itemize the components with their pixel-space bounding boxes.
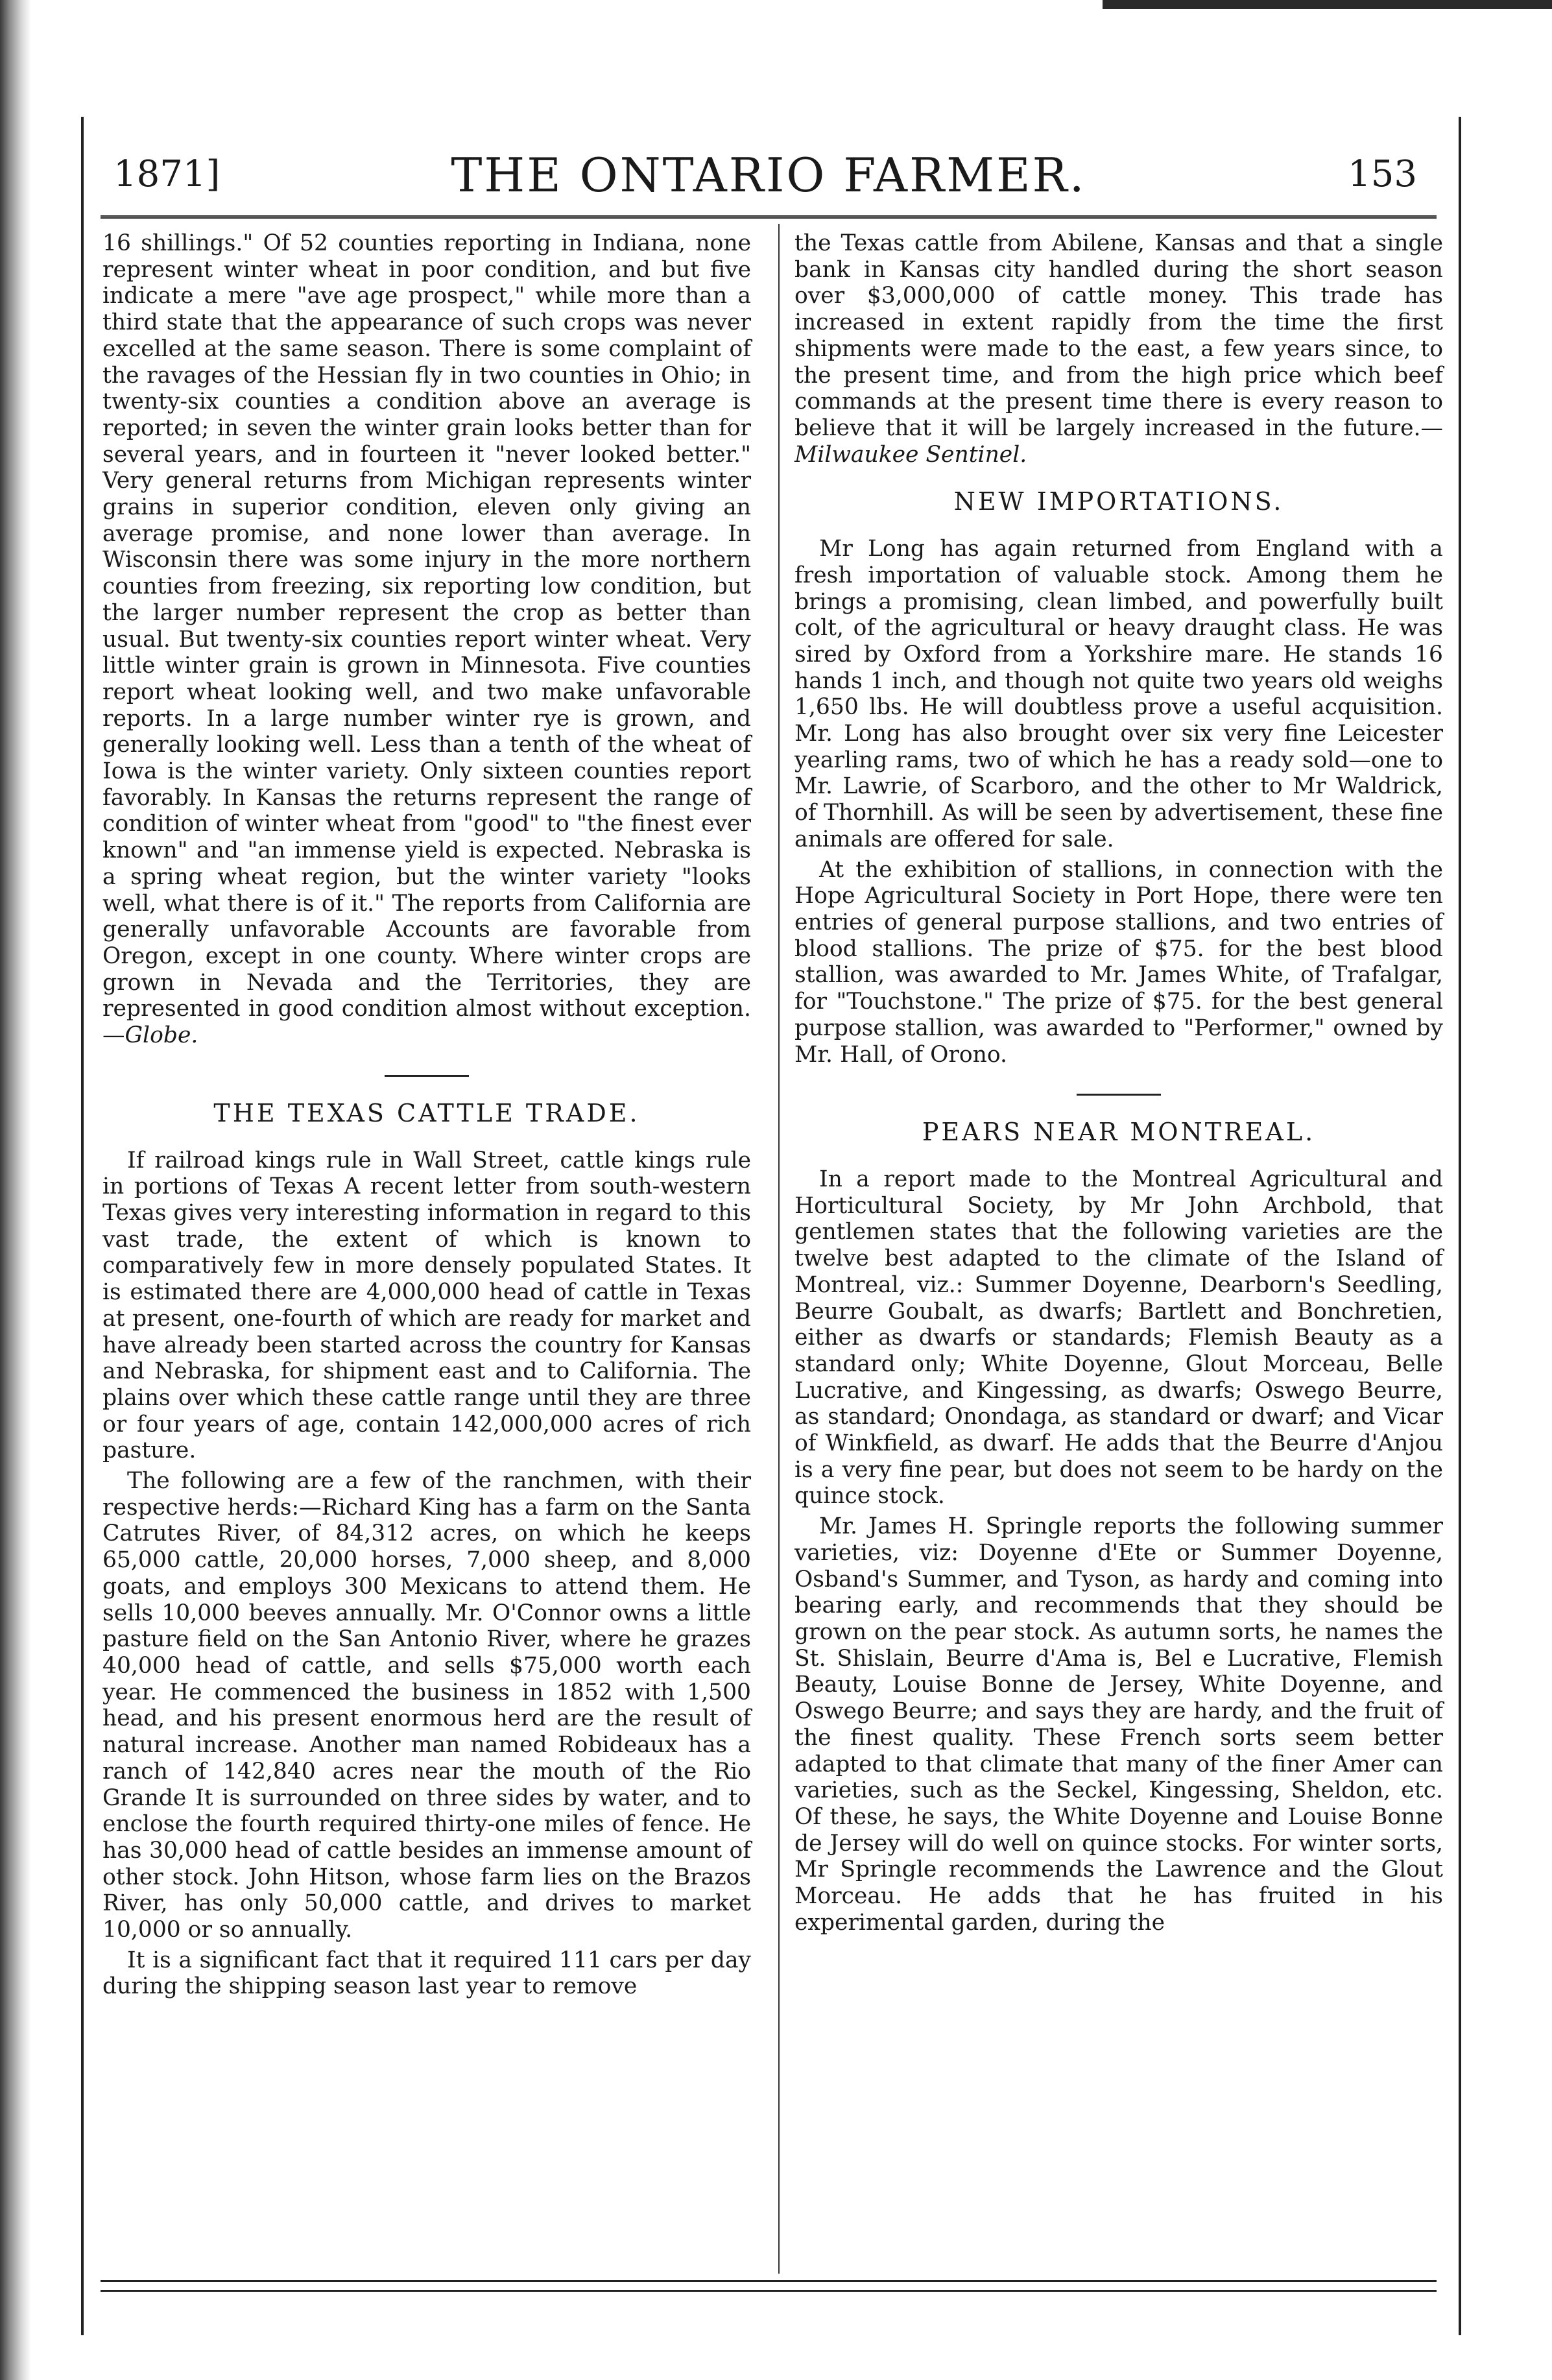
section-divider (385, 1075, 469, 1077)
texas-continuation-paragraph (794, 230, 1443, 468)
pears-paragraph-2: Mr. James H. Springle reports the following summer varieties, viz: Doyenne d'Ete or Summer Doyenne, Osband's Summer, and Tyson, as hardy and coming into bearing early, and recommends that they should be grown on the pear stock. As autumn sorts, he names the St. Shislain, Beurre d'Ama is, Bel e Lucrative, Flemish Beauty, Louise Bonne de Jersey, White Doyenne, and Oswego Beurre; and says they are hardy, and the fruit of the finest quality. These French sorts seem better adapted to that climate that many of the finer Amer can varieties, such as the Seckel, Kingessing, Sheldon, etc. Of these, he says, the White Doyenne and Louise Bonne de Jersey will do well on quince stocks. For winter sorts, Mr Springle recommends the Lawrence and the Glout Morceau. He adds that he has fruited in his experimental garden, during the (794, 1513, 1443, 1936)
crop-report-text: 16 shillings." Of 52 counties reporting in Indiana, none represent winter wheat in poor condition, and but five indicate a mere "ave age prospect," while more than a third state that the appearance of such crops was never excelled at the same season. There is some complaint of the ravages of the Hessian fly in two counties in Ohio; in twenty-six counties a condition above an average is reported; in seven the winter grain looks better than for several years, and in fourteen it "never looked better." Very general returns from Michigan represents winter grains in superior condition, eleven only giving an average promise, and none lower than average. In Wisconsin there was some injury in the more northern counties from freezing, six reporting low condition, but the larger number represent the crop as better than usual. But twenty-six counties report winter wheat. Very little winter grain is grown in Minnesota. Five counties report wheat looking well, and two make unfavorable reports. In a large number winter rye is grown, and generally looking well. Less than a tenth of the wheat of Iowa is the winter variety. Only sixteen counties report favorably. In Kansas the returns represent the range of condition of winter wheat from "good" to "the finest ever known" and "an immense yield is expected. Nebraska is a spring wheat region, but the winter variety "looks well, what there is of it." The reports from California are generally unfavorable Accounts are favorable from Oregon, except in one county. Where winter crops are grown in Nevada and the Territories, they are represented in good condition almost without exception.— (102, 230, 751, 1049)
texas-cattle-heading: THE TEXAS CATTLE TRADE. (213, 1098, 640, 1127)
column-divider (778, 224, 780, 2274)
importations-paragraph-2: At the exhibition of stallions, in connection with the Hope Agricultural Society in Port Hope, there were ten entries of general purpose stallions, and two entries of blood stallions. The prize of $75. for the best blood stallion, was awarded to Mr. James White, of Trafalgar, for "Touchstone." The prize of $75. for the best general purpose stallion, was awarded to "Performer," owned by Mr. Hall, of Orono. (794, 856, 1443, 1068)
scan-edge-shadow (0, 0, 31, 2380)
texas-paragraph-2: The following are a few of the ranchmen, with their respective herds:—Richard King has a farm on the Santa Catrutes River, of 84,312 acres, on which he keeps 65,000 cattle, 20,000 horses, 7,000 sheep, and 8,000 goats, and employs 300 Mexicans to attend them. He sells 10,000 beeves annually. Mr. O'Connor owns a little pasture field on the San Antonio River, where he grazes 40,000 head of cattle, and sells $75,000 worth each year. He commenced the business in 1852 with 1,500 head, and his present enormous herd are the result of natural increase. Another man named Robideaux has a ranch of 142,840 acres near the mouth of the Rio Grande It is surrounded on three sides by water, and to enclose the fourth required thirty-one miles of fence. He has 30,000 head of cattle besides an immense amount of other stock. John Hitson, whose farm lies on the Brazos River, has only 50,000 cattle, and drives to market 10,000 or so annually. (102, 1468, 751, 1943)
new-importations-heading: NEW IMPORTATIONS. (953, 487, 1284, 516)
section-divider (1077, 1094, 1161, 1096)
texas-paragraph-3: It is a significant fact that it required 111 cars per day during the shipping season last year to remove (102, 1947, 751, 2000)
importations-paragraph-1: Mr Long has again returned from England with a fresh importation of valuable stock. Among them he brings a promising, clean limbed, and powerfully built colt, of the agricultural or heavy draught class. He was sired by Oxford from a Yorkshire mare. He stands 16 hands 1 inch, and though not quite two years old weighs 1,650 lbs. He will doubtless prove a useful acquisition. Mr. Long has also brought over six very fine Leicester yearling rams, two of which he has a ready sold—one to Mr. Lawrie, of Scarboro, and the other to Mr Waldrick, of Thornhill. As will be seen by advertisement, these fine animals are offered for sale. (794, 536, 1443, 852)
header-year: 1871] (113, 153, 221, 195)
footer-rule (101, 2280, 1437, 2292)
pears-paragraph-1: In a report made to the Montreal Agricultural and Horticultural Society, by Mr John Archbold, that gentlemen states that the following varieties are the twelve best adapted to the climate of the Island of Montreal, viz.: Summer Doyenne, Dearborn's Seedling, Beurre Goubalt, as dwarfs; Bartlett and Bonchretien, either as dwarfs or standards; Flemish Beauty as a standard only; White Doyenne, Glout Morceau, Belle Lucrative, and Kingessing, as dwarfs; Oswego Beurre, as standard; Onondaga, as standard or dwarf; and Vicar of Winkfield, as dwarf. He adds that the Beurre d'Anjou is a very fine pear, but does not seem to be hardy on the quince stock. (794, 1166, 1443, 1509)
crop-report-source: Globe. (125, 1022, 198, 1049)
publication-title: THE ONTARIO FARMER. (451, 148, 1086, 202)
page-header (101, 138, 1437, 219)
pears-montreal-heading: PEARS NEAR MONTREAL. (922, 1118, 1316, 1147)
left-column (102, 230, 751, 2004)
right-column (794, 230, 1443, 1940)
texas-paragraph-1: If railroad kings rule in Wall Street, cattle kings rule in portions of Texas A recent letter from south-western Texas gives very interesting information in regard to this vast trade, the extent of which is known to comparatively few in more densely populated States. It is estimated there are 4,000,000 head of cattle in Texas at present, one-fourth of which are ready for market and have already been started across the country for Kansas and Nebraska, for shipment east and to California. The plains over which these cattle range until they are three or four years of age, contain 142,000,000 acres of rich pasture. (102, 1147, 751, 1464)
crop-report-paragraph (102, 230, 751, 1049)
scan-top-border (1103, 0, 1552, 9)
texas-continuation-source: Milwaukee Sentinel. (794, 441, 1027, 468)
texas-continuation-text: the Texas cattle from Abilene, Kansas and that a single bank in Kansas city handled during the short season over $3,000,000 of cattle money. This trade has increased in extent rapidly from the time the first shipments were made to the east, a few years since, to the present time, and from the high price which beef commands at the present time there is every reason to believe that it will be largely increased in the future.— (794, 230, 1443, 441)
page-number: 153 (1348, 153, 1417, 195)
